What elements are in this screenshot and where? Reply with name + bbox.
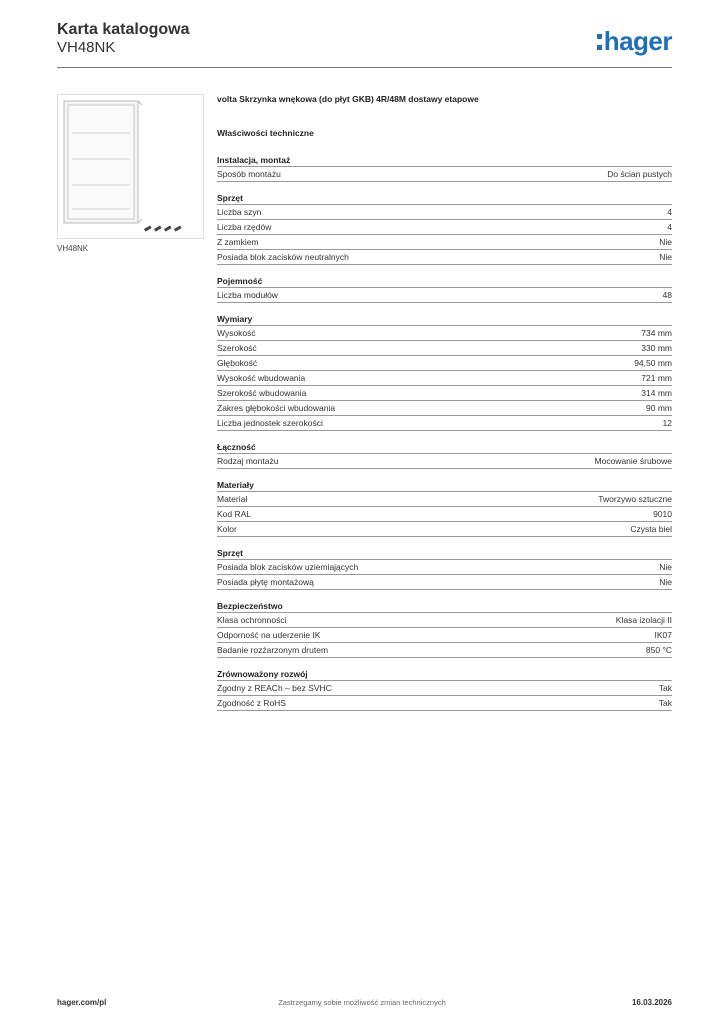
section-title: Materiały	[217, 479, 672, 492]
section-title: Instalacja, montaż	[217, 154, 672, 167]
spec-label: Kod RAL	[217, 509, 252, 519]
spec-value: 721 mm	[641, 373, 672, 383]
spec-value: 850 °C	[645, 645, 672, 655]
product-description: volta Skrzynka wnękowa (do płyt GKB) 4R/48M dostawy etapowe	[217, 94, 479, 104]
spec-section	[217, 668, 672, 711]
spec-row	[217, 507, 672, 522]
spec-label: Posiada blok zacisków uziemiających	[217, 562, 359, 572]
spec-value: Tak	[658, 683, 672, 693]
spec-row	[217, 341, 672, 356]
header-divider	[57, 67, 672, 68]
spec-label: Liczba modułów	[217, 290, 278, 300]
image-caption: VH48NK	[57, 244, 89, 253]
product-code: VH48NK	[57, 39, 116, 56]
spec-row	[217, 386, 672, 401]
spec-section	[217, 547, 672, 590]
spec-row	[217, 560, 672, 575]
spec-value: 12	[662, 418, 672, 428]
spec-value: Nie	[659, 237, 672, 247]
spec-row	[217, 416, 672, 431]
spec-content	[217, 94, 672, 721]
spec-label: Badanie rozżarzonym drutem	[217, 645, 329, 655]
spec-row	[217, 643, 672, 658]
footer-date: 16.03.2026	[631, 998, 672, 1007]
spec-value: Nie	[659, 562, 672, 572]
spec-section	[217, 600, 672, 658]
spec-value: 314 mm	[641, 388, 672, 398]
hager-logo	[597, 28, 672, 54]
spec-row	[217, 235, 672, 250]
spec-value: 94,50 mm	[634, 358, 672, 368]
spec-label: Z zamkiem	[217, 237, 259, 247]
spec-section	[217, 154, 672, 182]
section-title: Łączność	[217, 441, 672, 454]
section-title: Pojemność	[217, 275, 672, 288]
spec-value: 48	[662, 290, 672, 300]
spec-row	[217, 371, 672, 386]
spec-label: Szerokość	[217, 343, 257, 353]
spec-row	[217, 326, 672, 341]
spec-row	[217, 696, 672, 711]
spec-label: Rodzaj montażu	[217, 456, 279, 466]
page-title: Karta katalogowa	[57, 21, 190, 38]
spec-label: Zgodny z REACh – bez SVHC	[217, 683, 332, 693]
spec-label: Głębokość	[217, 358, 258, 368]
spec-value: Mocowanie śrubowe	[594, 456, 672, 466]
spec-label: Zgodność z RoHS	[217, 698, 286, 708]
spec-label: Zakres głębokości wbudowania	[217, 403, 336, 413]
spec-row	[217, 288, 672, 303]
spec-value: 330 mm	[641, 343, 672, 353]
logo-text: hager	[603, 26, 672, 56]
spec-row	[217, 681, 672, 696]
spec-label: Liczba jednostek szerokości	[217, 418, 323, 428]
spec-value: 9010	[653, 509, 672, 519]
logo-dots-icon	[597, 28, 602, 54]
spec-section	[217, 479, 672, 537]
spec-label: Materiał	[217, 494, 248, 504]
spec-label: Odporność na uderzenie IK	[217, 630, 321, 640]
spec-label: Liczba rzędów	[217, 222, 272, 232]
spec-row	[217, 205, 672, 220]
section-title: Zrównoważony rozwój	[217, 668, 672, 681]
spec-label: Sposób montażu	[217, 169, 281, 179]
spec-row	[217, 613, 672, 628]
section-title: Wymiary	[217, 313, 672, 326]
spec-section	[217, 313, 672, 431]
spec-label: Posiada blok zacisków neutralnych	[217, 252, 349, 262]
spec-value: IK07	[654, 630, 672, 640]
distribution-box-illustration	[58, 95, 203, 238]
spec-value: Klasa izolacji II	[615, 615, 672, 625]
spec-label: Wysokość	[217, 328, 256, 338]
section-title: Bezpieczeństwo	[217, 600, 672, 613]
spec-value: Tworzywo sztuczne	[598, 494, 672, 504]
section-title: Sprzęt	[217, 192, 672, 205]
spec-label: Klasa ochronności	[217, 615, 287, 625]
spec-label: Szerokość wbudowania	[217, 388, 307, 398]
spec-section	[217, 441, 672, 469]
spec-row	[217, 522, 672, 537]
spec-row	[217, 220, 672, 235]
spec-value: 4	[667, 207, 672, 217]
spec-section	[217, 275, 672, 303]
spec-value: 90 mm	[646, 403, 672, 413]
spec-row	[217, 356, 672, 371]
spec-value: Czysta biel	[630, 524, 672, 534]
spec-label: Wysokość wbudowania	[217, 373, 306, 383]
spec-row	[217, 492, 672, 507]
spec-row	[217, 167, 672, 182]
section-title: Sprzęt	[217, 547, 672, 560]
spec-label: Posiada płytę montażową	[217, 577, 314, 587]
spec-value: Nie	[659, 577, 672, 587]
product-image	[57, 94, 204, 239]
spec-row	[217, 575, 672, 590]
spec-label: Kolor	[217, 524, 237, 534]
spec-label: Liczba szyn	[217, 207, 262, 217]
spec-sections	[217, 154, 672, 711]
spec-value: 734 mm	[641, 328, 672, 338]
spec-section	[217, 192, 672, 265]
footer-disclaimer: Zastrzegamy sobie możliwość zmian technicznych	[278, 998, 446, 1007]
spec-row	[217, 454, 672, 469]
spec-row	[217, 401, 672, 416]
properties-title: Właściwości techniczne	[217, 128, 314, 138]
spec-row	[217, 250, 672, 265]
spec-value: 4	[667, 222, 672, 232]
spec-value: Tak	[658, 698, 672, 708]
spec-value: Nie	[659, 252, 672, 262]
footer-website: hager.com/pl	[57, 998, 107, 1007]
spec-row	[217, 628, 672, 643]
spec-value: Do ścian pustych	[607, 169, 672, 179]
